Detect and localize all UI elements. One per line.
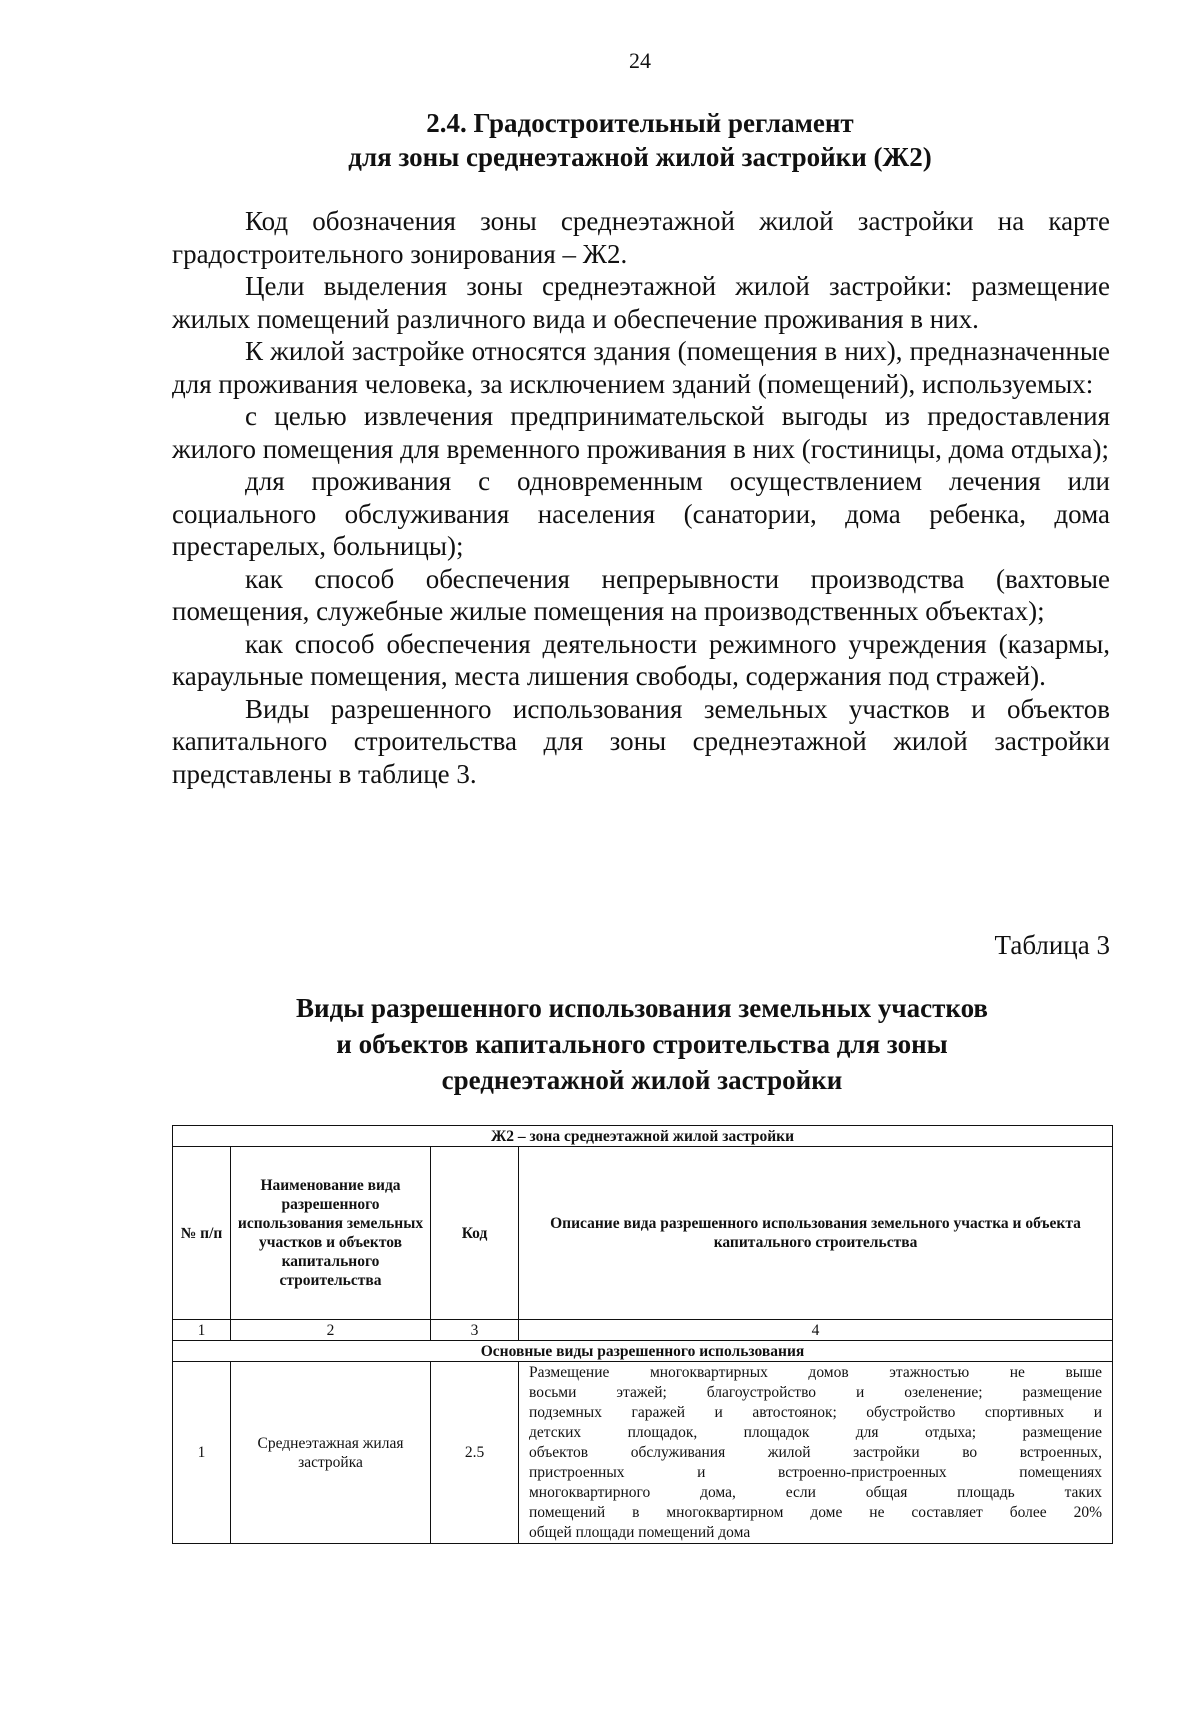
paragraph: как способ обеспечения непрерывности производства (вахтовые помещения, служебные жилые помещения на производственных объектах); bbox=[172, 563, 1110, 626]
column-header-code: Код bbox=[431, 1147, 519, 1320]
body-text bbox=[172, 205, 1110, 790]
section-title bbox=[160, 106, 1120, 174]
table-row bbox=[173, 1362, 1113, 1544]
table-title-line-3: среднеэтажной жилой застройки bbox=[441, 1065, 843, 1095]
table-title-line-2: и объектов капитального строительства для зоны bbox=[336, 1029, 948, 1059]
column-number: 1 bbox=[173, 1320, 231, 1341]
paragraph: для проживания с одновременным осуществлением лечения или социального обслуживания населения (санатории, дома ребенка, дома престарелых, больницы); bbox=[172, 466, 1110, 561]
section-title-line-1: 2.4. Градостроительный регламент bbox=[426, 108, 854, 138]
zone-header-row bbox=[173, 1126, 1113, 1147]
column-number: 3 bbox=[431, 1320, 519, 1341]
page-number: 24 bbox=[629, 48, 651, 73]
row-description-line: Размещение многоквартирных домов этажностью не выше bbox=[529, 1364, 1103, 1381]
row-description-line: детских площадок, площадок для отдыха; размещение bbox=[529, 1424, 1103, 1441]
row-description-line: общей площади помещений дома bbox=[529, 1524, 751, 1541]
row-description-line: объектов обслуживания жилой застройки во встроенных, bbox=[529, 1444, 1103, 1461]
paragraph: как способ обеспечения деятельности режимного учреждения (казармы, караульные помещения, места лишения свободы, содержания под стражей). bbox=[172, 628, 1110, 691]
row-number: 1 bbox=[173, 1362, 231, 1544]
paragraph: К жилой застройке относятся здания (помещения в них), предназначенные для проживания человека, за исключением зданий (помещений), используемых: bbox=[172, 336, 1110, 399]
land-use-table bbox=[172, 1125, 1113, 1544]
row-description-line: пристроенных и встроенно-пристроенных помещениях bbox=[529, 1464, 1103, 1481]
column-header-description: Описание вида разрешенного использования земельного участка и объекта капитального строительства bbox=[519, 1147, 1113, 1320]
table-title-line-1: Виды разрешенного использования земельных участков bbox=[296, 993, 988, 1023]
table-title bbox=[172, 990, 1112, 1098]
zone-header: Ж2 – зона среднеэтажной жилой застройки bbox=[173, 1126, 1113, 1147]
section-title-line-2: для зоны среднеэтажной жилой застройки (Ж2) bbox=[348, 142, 932, 172]
paragraph: Цели выделения зоны среднеэтажной жилой застройки: размещение жилых помещений различного вида и обеспечение проживания в них. bbox=[172, 271, 1110, 334]
row-description-line: подземных гаражей и автостоянок; обустройство спортивных и bbox=[529, 1404, 1103, 1421]
row-description-line: многоквартирного дома, если общая площадь таких bbox=[529, 1484, 1103, 1501]
row-name: Среднеэтажная жилая застройка bbox=[231, 1362, 431, 1544]
row-code: 2.5 bbox=[431, 1362, 519, 1544]
table-caption: Таблица 3 bbox=[994, 930, 1110, 960]
paragraph: с целью извлечения предпринимательской выгоды из предоставления жилого помещения для временного проживания в них (гостиницы, дома отдыха); bbox=[172, 401, 1110, 464]
row-description-line: восьми этажей; благоустройство и озеленение; размещение bbox=[529, 1384, 1103, 1401]
row-description bbox=[519, 1362, 1113, 1544]
column-header-number: № п/п bbox=[173, 1147, 231, 1320]
group-header: Основные виды разрешенного использования bbox=[173, 1341, 1113, 1362]
column-number: 2 bbox=[231, 1320, 431, 1341]
paragraph: Виды разрешенного использования земельных участков и объектов капитального строительства для зоны среднеэтажной жилой застройки представлены в таблице 3. bbox=[172, 693, 1110, 789]
column-number-row bbox=[173, 1320, 1113, 1341]
column-number: 4 bbox=[519, 1320, 1113, 1341]
row-description-line: помещений в многоквартирном доме не составляет более 20% bbox=[529, 1504, 1103, 1521]
column-header-name: Наименование вида разрешенного использования земельных участков и объектов капитального строительства bbox=[231, 1147, 431, 1320]
group-header-row bbox=[173, 1341, 1113, 1362]
paragraph: Код обозначения зоны среднеэтажной жилой застройки на карте градостроительного зонирования – Ж2. bbox=[172, 206, 1110, 269]
column-header-row bbox=[173, 1147, 1113, 1320]
